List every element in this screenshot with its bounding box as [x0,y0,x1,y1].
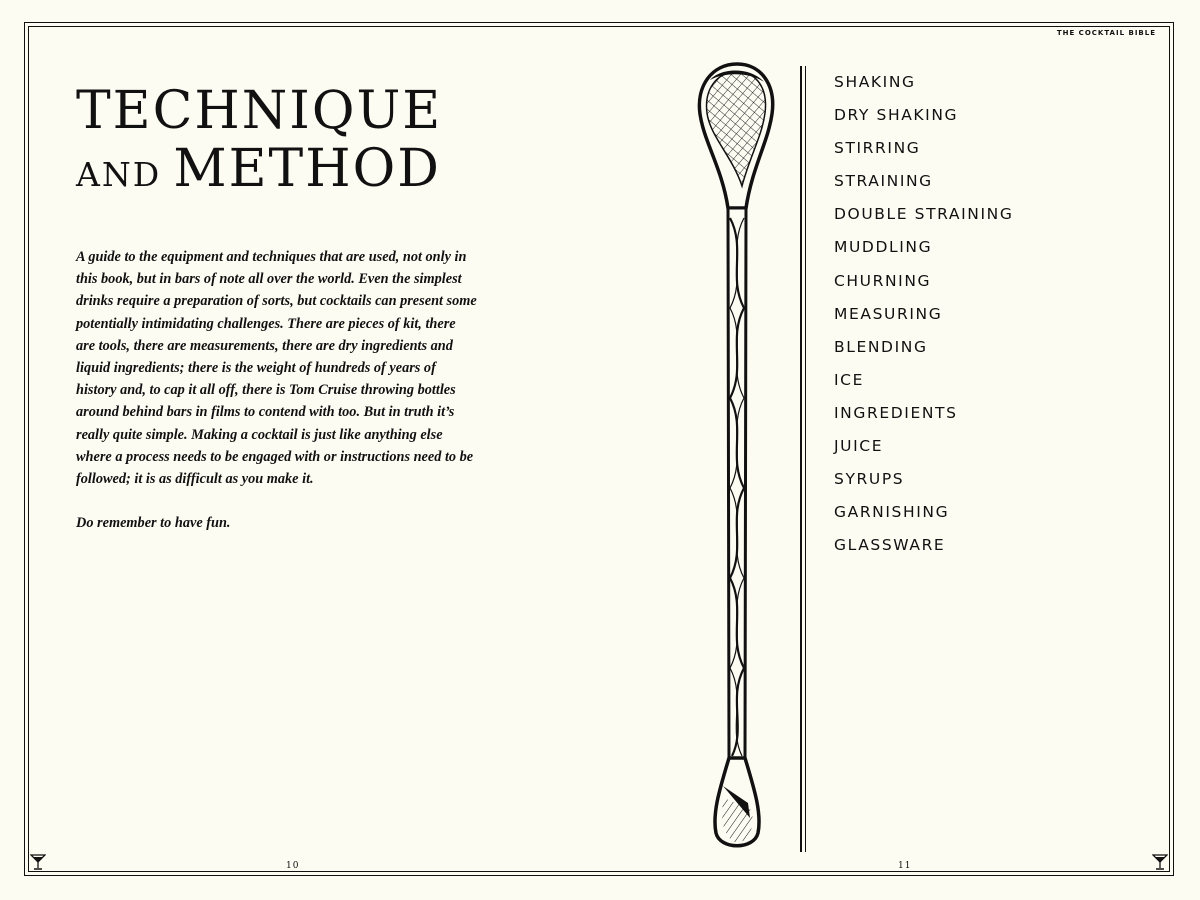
contents-item: MEASURING [834,304,943,323]
contents-item: GLASSWARE [834,536,946,555]
intro-text [76,246,478,534]
intro-paragraph: A guide to the equipment and techniques that are used, not only in this book, but in bars of note all over the world. Even the simplest drinks require a preparation of sorts, but cocktails can present some potentially intimidating challenges. There are pieces of kit, there are tools, there are measurements, there are dry ingredients and liquid ingredients; there is the weight of hundreds of years of history and, to cap it all off, there is Tom Cruise throwing bottles around behind bars in films to contend with too. But in truth it’s really quite simple. Making a cocktail is just like anything else where a process needs to be engaged with or instructions need to be followed; it is as difficult as you make it. [76,249,477,488]
contents-item: STIRRING [834,139,921,158]
title-word-and: AND [76,155,162,195]
contents-item: ICE [834,370,864,389]
contents-item: BLENDING [834,337,928,356]
running-head: THE COCKTAIL BIBLE [1056,29,1156,37]
contents-item: JUICE [834,437,884,456]
title-line-1: TECHNIQUE [76,81,443,142]
cocktail-glass-icon [1152,853,1168,871]
cocktail-glass-icon [30,853,46,871]
title-word-method: METHOD [173,139,441,200]
contents-item: MUDDLING [834,238,933,257]
contents-item: DOUBLE STRAINING [834,205,1014,224]
contents-list [834,66,1013,562]
column-divider [800,66,806,852]
page-number-right: 11 [898,861,912,871]
bar-spoon-illustration [690,58,784,858]
contents-item: GARNISHING [834,503,950,522]
contents-item: DRY SHAKING [834,106,959,125]
contents-item: SYRUPS [834,470,905,489]
contents-item: SHAKING [834,73,916,91]
page-number-left: 10 [286,861,300,871]
contents-item: INGREDIENTS [834,403,958,422]
title-line-2 [76,139,442,200]
contents-item: STRAINING [834,172,933,191]
contents-item: CHURNING [834,271,932,290]
page-title [76,81,443,200]
intro-closing: Do remember to have fun. [76,515,231,532]
